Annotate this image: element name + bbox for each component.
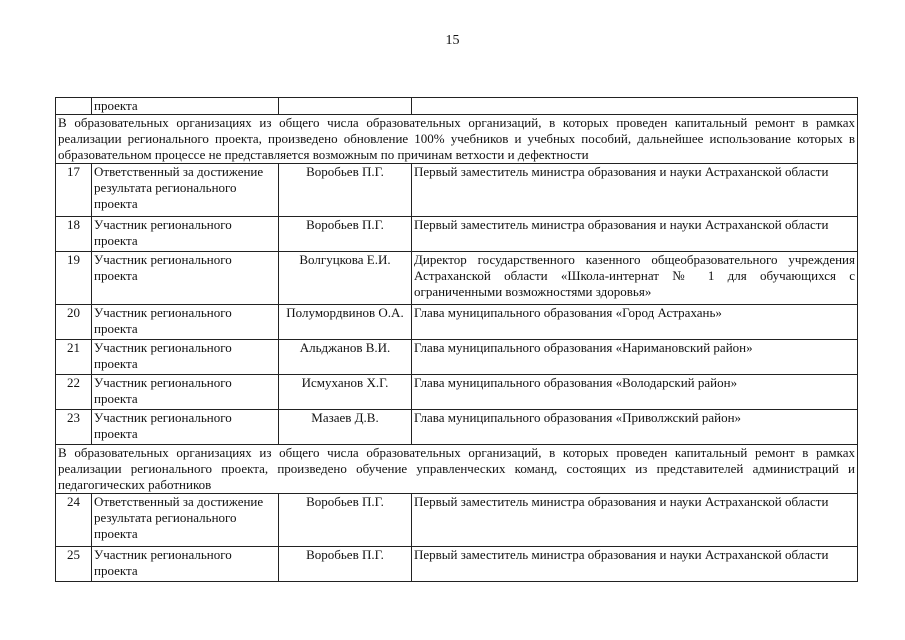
row-role: Ответственный за достижение результата регионального проекта — [92, 164, 279, 217]
table-row — [56, 164, 858, 217]
row-role: Участник регионального проекта — [92, 252, 279, 305]
row-person-name: Воробьев П.Г. — [279, 164, 412, 217]
table-row — [56, 252, 858, 305]
row-position: Первый заместитель министра образования и науки Астраханской области — [412, 217, 858, 252]
table-row — [56, 375, 858, 410]
row-number: 24 — [56, 494, 92, 547]
table-row — [56, 494, 858, 547]
page-number: 15 — [445, 33, 460, 48]
row-number: 19 — [56, 252, 92, 305]
section-heading-row — [56, 115, 858, 164]
row-person-name: Альджанов В.И. — [279, 340, 412, 375]
row-position: Глава муниципального образования «Город Астрахань» — [412, 305, 858, 340]
row-position: Директор государственного казенного общеобразовательного учреждения Астраханской области «Школа-интернат № 1 для обучающихся с ограниченными возможностями здоровья» — [412, 252, 858, 305]
table-row — [56, 340, 858, 375]
row-position: Первый заместитель министра образования и науки Астраханской области — [412, 164, 858, 217]
table-row — [56, 305, 858, 340]
row-position: Глава муниципального образования «Наримановский район» — [412, 340, 858, 375]
row-number — [56, 98, 92, 115]
section-heading: В образовательных организациях из общего числа образовательных организаций, в которых проведен капитальный ремонт в рамках реализации регионального проекта, произведено обучение управленческих команд, состоящих из представителей администраций и педагогических работников — [56, 445, 858, 494]
row-person-name: Воробьев П.Г. — [279, 217, 412, 252]
row-number: 25 — [56, 547, 92, 582]
row-role: Участник регионального проекта — [92, 547, 279, 582]
row-role: Участник регионального проекта — [92, 375, 279, 410]
table-row — [56, 217, 858, 252]
row-number: 20 — [56, 305, 92, 340]
row-position — [412, 98, 858, 115]
row-role: Участник регионального проекта — [92, 305, 279, 340]
section-heading-row — [56, 445, 858, 494]
table-row — [56, 98, 858, 115]
section-heading: В образовательных организациях из общего числа образовательных организаций, в которых проведен капитальный ремонт в рамках реализации регионального проекта, произведено обновление 100% учебников и учебных пособий, дальнейшее использование которых в образовательном процессе не представляется возможным по причинам ветхости и дефектности — [56, 115, 858, 164]
row-position: Глава муниципального образования «Приволжский район» — [412, 410, 858, 445]
row-number: 17 — [56, 164, 92, 217]
row-number: 18 — [56, 217, 92, 252]
row-person-name: Воробьев П.Г. — [279, 494, 412, 547]
row-role: Участник регионального проекта — [92, 410, 279, 445]
row-number: 21 — [56, 340, 92, 375]
table-row — [56, 410, 858, 445]
row-position: Первый заместитель министра образования и науки Астраханской области — [412, 547, 858, 582]
row-role: Участник регионального проекта — [92, 217, 279, 252]
row-number: 22 — [56, 375, 92, 410]
row-role: проекта — [92, 98, 279, 115]
row-person-name: Воробьев П.Г. — [279, 547, 412, 582]
table-row — [56, 547, 858, 582]
row-position: Первый заместитель министра образования и науки Астраханской области — [412, 494, 858, 547]
row-role: Участник регионального проекта — [92, 340, 279, 375]
row-position: Глава муниципального образования «Володарский район» — [412, 375, 858, 410]
row-person-name: Полумордвинов О.А. — [279, 305, 412, 340]
row-number: 23 — [56, 410, 92, 445]
row-person-name — [279, 98, 412, 115]
row-person-name: Мазаев Д.В. — [279, 410, 412, 445]
row-role: Ответственный за достижение результата регионального проекта — [92, 494, 279, 547]
responsibility-table — [55, 97, 858, 582]
row-person-name: Волгуцкова Е.И. — [279, 252, 412, 305]
row-person-name: Исмуханов Х.Г. — [279, 375, 412, 410]
